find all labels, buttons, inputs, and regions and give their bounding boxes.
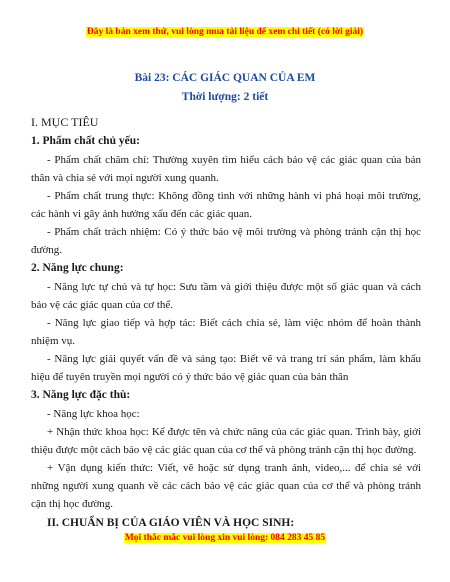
subheading-general-competencies: 2. Năng lực chung: (31, 262, 124, 274)
paragraph: - Năng lực giao tiếp và hợp tác: Biết cách chia sẻ, làm việc nhóm để hoàn thành nhiệm vụ. (31, 317, 421, 347)
section-heading-objectives: I. MỤC TIÊU (31, 115, 99, 129)
contact-banner: Mọi thắc mắc vui lòng xin vui lòng: 084 283 45 85 (124, 533, 326, 543)
paragraph: - Phẩm chất trách nhiệm: Có ý thức bảo vệ môi trường và phòng tránh cận thị học đường. (31, 226, 421, 256)
section-heading-preparation: II. CHUẨN BỊ CỦA GIÁO VIÊN VÀ HỌC SINH: (47, 517, 295, 529)
paragraph: - Phẩm chất chăm chỉ: Thường xuyên tìm hiểu cách bảo vệ các giác quan của bản thân và chia sẻ với mọi người xung quanh. (31, 154, 421, 184)
preview-banner: Đây là bản xem thử, vui lòng mua tài liệu để xem chi tiết (có lời giải) (86, 27, 364, 37)
paragraph: - Năng lực giải quyết vấn đề và sáng tạo: Biết vẽ và trang trí sản phẩm, làm khẩu hiệu để tuyên truyền mọi người có ý thức bảo vệ giác quan của bản thân (31, 353, 421, 383)
paragraph: + Nhận thức khoa học: Kể được tên và chức năng của các giác quan. Trình bày, giới thiệu được một cách bảo vệ các giác quan của cơ thể và phòng tránh cận thị học đường. (31, 426, 421, 456)
paragraph: - Phẩm chất trung thực: Không đồng tình với những hành vi phá hoại môi trường, các hành vi gây ảnh hưởng xấu đến các giác quan. (31, 190, 421, 220)
document-body (31, 110, 421, 533)
paragraph: - Năng lực tự chủ và tự học: Sưu tầm và giới thiệu được một số giác quan và cách bảo vệ các giác quan của cơ thể. (31, 281, 421, 311)
paragraph: - Năng lực khoa học: (47, 408, 140, 420)
subheading-specific-competencies: 3. Năng lực đặc thù: (31, 389, 131, 401)
lesson-duration: Thời lượng: 2 tiết (181, 91, 269, 103)
paragraph: + Vận dụng kiến thức: Viết, vẽ hoặc sử dụng tranh ảnh, video,... để chia sẻ với những người xung quanh về các cách bảo vệ các giác quan của cơ thể và phòng tránh cận thị học đường. (31, 462, 421, 510)
subheading-qualities: 1. Phẩm chất chủ yếu: (31, 135, 140, 147)
lesson-title: Bài 23: CÁC GIÁC QUAN CỦA EM (134, 72, 316, 84)
